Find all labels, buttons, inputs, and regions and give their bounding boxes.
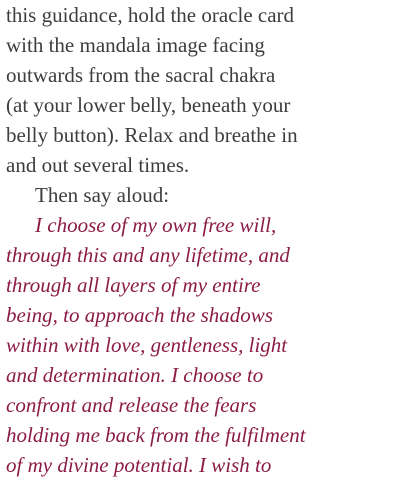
body-line: this guidance, hold the oracle card (6, 3, 295, 27)
prayer-line: and determination. I choose to (6, 363, 264, 387)
prayer-line: through this and any lifetime, and (6, 243, 290, 267)
prayer-line: through all layers of my entire (6, 273, 261, 297)
body-line: outwards from the sacral chakra (6, 63, 276, 87)
body-line: with the mandala image facing (6, 33, 265, 57)
prayer-line: being, to approach the shadows (6, 303, 273, 327)
instruction-line: Then say aloud: (35, 183, 170, 207)
body-line: belly button). Relax and breathe in (6, 123, 298, 147)
prayer-line: holding me back from the fulfilment (6, 423, 306, 447)
prayer-line: I choose of my own free will, (35, 213, 277, 237)
prayer-line: confront and release the fears (6, 393, 257, 417)
body-line: (at your lower belly, beneath your (6, 93, 291, 117)
prayer-line: of my divine potential. I wish to (6, 453, 272, 477)
text-column (6, 0, 398, 480)
body-line: and out several times. (6, 153, 190, 177)
prayer-line: within with love, gentleness, light (6, 333, 288, 357)
